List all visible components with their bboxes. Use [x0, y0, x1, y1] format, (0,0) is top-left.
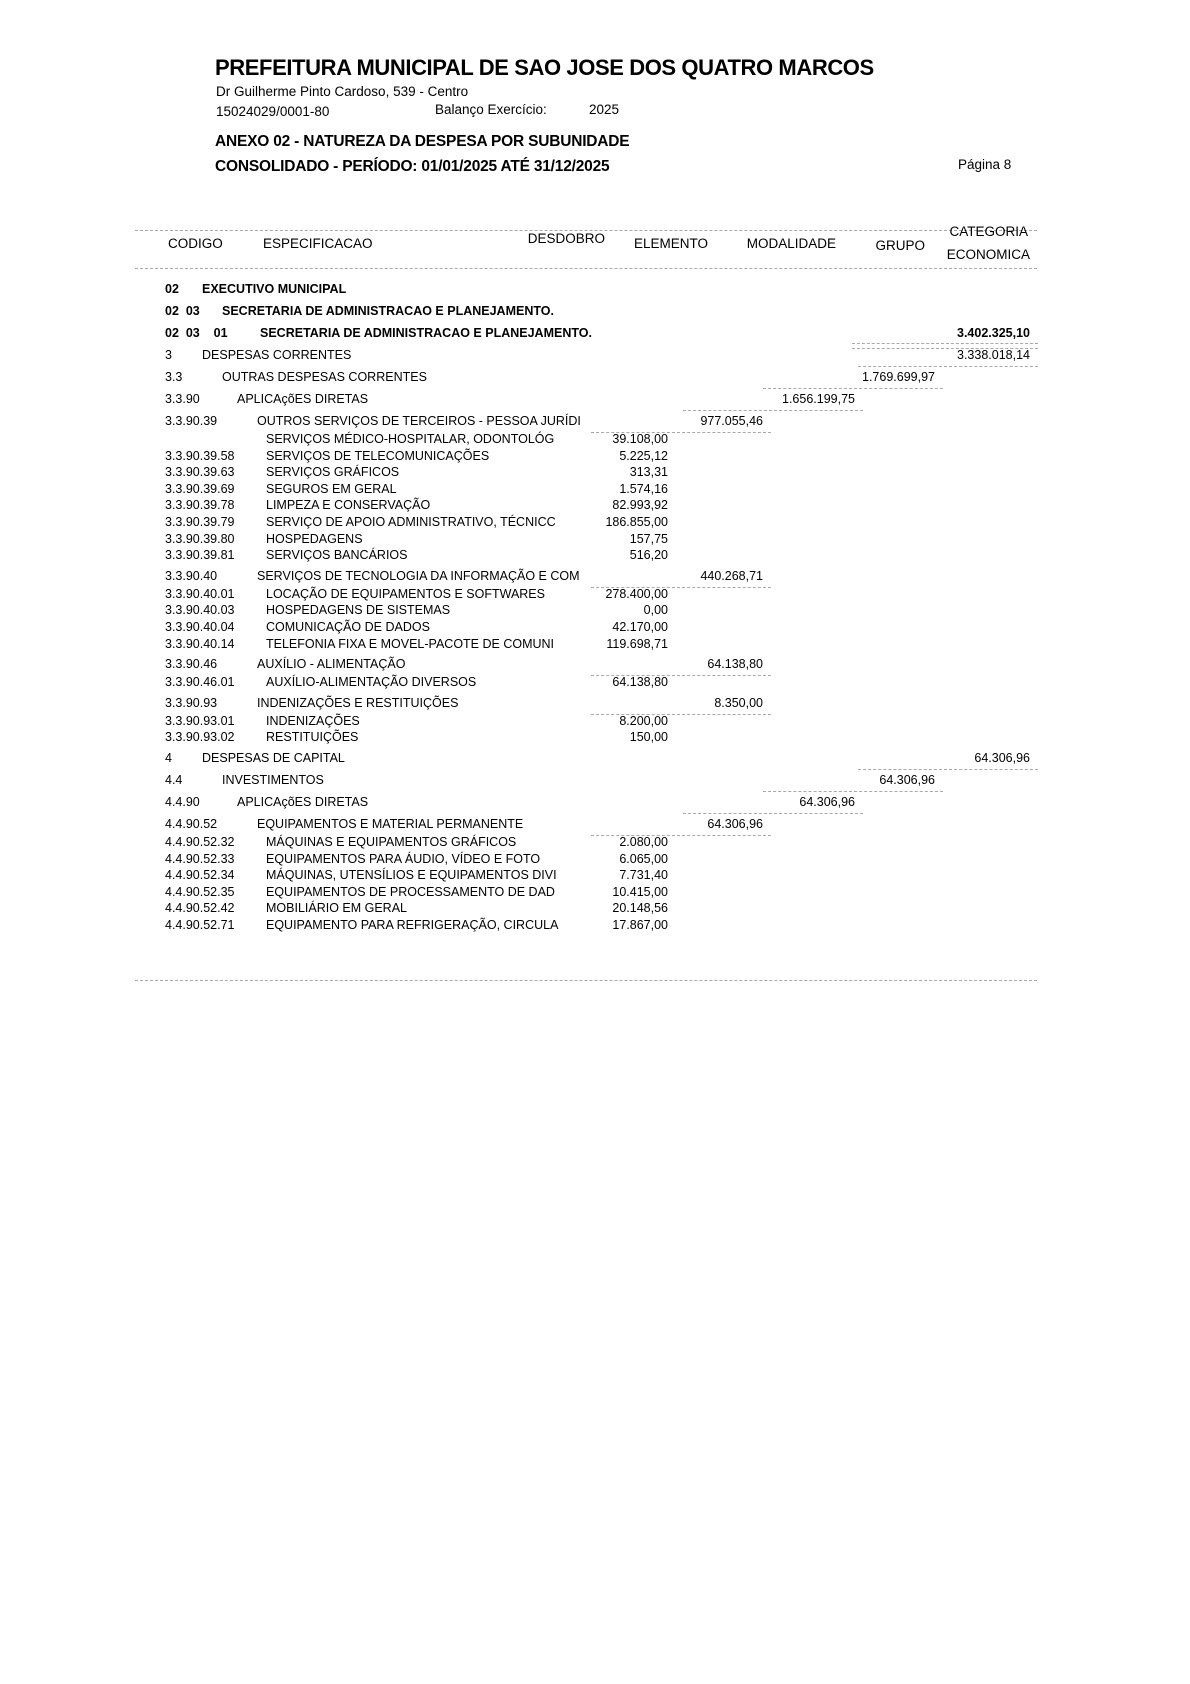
row-code: 3.3.90.39.63 — [165, 465, 235, 480]
row-specification: DESPESAS CORRENTES — [202, 348, 352, 362]
row-code: 3.3.90.93.02 — [165, 730, 235, 745]
row-code: 4 — [165, 750, 172, 765]
table-row — [0, 851, 1190, 868]
row-specification: MÁQUINAS E EQUIPAMENTOS GRÁFICOS — [266, 834, 517, 849]
row-specification: OUTROS SERVIÇOS DE TERCEIROS - PESSOA JURÍDI — [257, 414, 581, 428]
row-value-desdobro: 17.867,00 — [612, 917, 668, 932]
table-row — [0, 900, 1190, 917]
row-code: 3.3.90.93.01 — [165, 713, 235, 728]
table-row — [0, 884, 1190, 901]
table-row — [0, 547, 1190, 564]
table-row — [0, 917, 1190, 934]
row-code: 4.4.90 — [165, 794, 200, 809]
row-code: 4.4.90.52.42 — [165, 901, 235, 916]
row-value-elemento: 977.055,46 — [700, 414, 763, 428]
row-specification: AUXÍLIO - ALIMENTAÇÃO — [257, 657, 406, 672]
column-header-elemento: ELEMENTO — [633, 236, 708, 251]
row-specification: LIMPEZA E CONSERVAÇÃO — [266, 498, 431, 513]
row-value-desdobro: 8.200,00 — [619, 713, 668, 728]
row-value-desdobro: 313,31 — [629, 465, 668, 480]
row-specification: SECRETARIA DE ADMINISTRACAO E PLANEJAMENTO. — [260, 326, 592, 340]
table-row — [0, 387, 1190, 409]
row-code: 3.3.90.39 — [165, 414, 218, 428]
row-specification: INDENIZAÇÕES E RESTITUIÇÕES — [257, 695, 459, 710]
column-header-grupo: GRUPO — [875, 238, 925, 253]
row-specification: INVESTIMENTOS — [222, 772, 324, 787]
table-row — [0, 343, 1190, 365]
row-value-elemento: 440.268,71 — [700, 568, 763, 583]
row-specification: EQUIPAMENTOS DE PROCESSAMENTO DE DAD — [266, 884, 555, 899]
table-row — [0, 746, 1190, 768]
row-specification: TELEFONIA FIXA E MOVEL-PACOTE DE COMUNI — [266, 636, 555, 651]
table-row — [0, 464, 1190, 481]
row-value-modalidade: 64.306,96 — [799, 794, 855, 809]
row-code: 3.3.90.40 — [165, 568, 218, 583]
column-header-categoria-economica-line2: ECONOMICA — [946, 247, 1030, 262]
table-bottom-rule — [135, 980, 1037, 981]
row-value-desdobro: 278.400,00 — [605, 586, 668, 601]
row-code: 02 03 — [165, 304, 200, 318]
table-row — [0, 674, 1190, 691]
column-header-codigo: CODIGO — [168, 236, 223, 251]
table-row — [0, 365, 1190, 387]
annex-title: ANEXO 02 - NATUREZA DA DESPESA POR SUBUNIDADE — [215, 133, 630, 150]
row-specification: EQUIPAMENTOS PARA ÁUDIO, VÍDEO E FOTO — [266, 851, 541, 866]
row-value-grupo: 1.769.699,97 — [862, 370, 935, 384]
row-specification: SERVIÇOS BANCÁRIOS — [266, 548, 408, 563]
row-specification: RESTITUIÇÕES — [266, 730, 359, 745]
row-specification: HOSPEDAGENS DE SISTEMAS — [266, 603, 451, 618]
table-row — [0, 691, 1190, 713]
entity-address: Dr Guilherme Pinto Cardoso, 539 - Centro — [216, 84, 469, 99]
row-specification: APLICAçõES DIRETAS — [237, 794, 369, 809]
page-title: PREFEITURA MUNICIPAL DE SAO JOSE DOS QUATRO MARCOS — [215, 55, 874, 80]
row-specification: EQUIPAMENTOS E MATERIAL PERMANENTE — [257, 816, 524, 831]
table-row — [0, 448, 1190, 465]
column-header-modalidade: MODALIDADE — [746, 236, 836, 251]
balance-exercise-year: 2025 — [589, 102, 620, 117]
column-header-categoria-economica-line1: CATEGORIA — [949, 224, 1028, 239]
table-header-bottom-rule — [135, 268, 1037, 269]
table-row — [0, 812, 1190, 834]
row-code: 3.3.90.40.04 — [165, 619, 235, 634]
table-row — [0, 619, 1190, 636]
table-row — [0, 409, 1190, 431]
row-value-desdobro: 0,00 — [643, 603, 668, 618]
row-specification: INDENIZAÇÕES — [266, 713, 360, 728]
row-code: 3.3.90.40.14 — [165, 636, 235, 651]
row-specification: SERVIÇOS DE TECNOLOGIA DA INFORMAÇÃO E COM — [257, 568, 580, 583]
row-specification: SECRETARIA DE ADMINISTRACAO E PLANEJAMENTO. — [222, 304, 554, 318]
row-value-desdobro: 10.415,00 — [612, 884, 668, 899]
row-value-desdobro: 20.148,56 — [612, 901, 668, 916]
row-value-elemento: 8.350,00 — [714, 695, 763, 710]
page-number: Página 8 — [958, 157, 1012, 172]
row-value-desdobro: 186.855,00 — [605, 514, 668, 529]
table-row — [0, 586, 1190, 603]
row-value-elemento: 64.306,96 — [707, 816, 763, 831]
row-code: 3.3.90.39.79 — [165, 514, 235, 529]
row-specification: SERVIÇO DE APOIO ADMINISTRATIVO, TÉCNICC — [266, 514, 556, 529]
row-value-desdobro: 82.993,92 — [612, 498, 668, 513]
row-code: 3.3.90.46.01 — [165, 675, 235, 690]
row-code: 3 — [165, 348, 172, 362]
row-specification: MOBILIÁRIO EM GERAL — [266, 901, 408, 916]
table-row — [0, 636, 1190, 653]
table-row — [0, 299, 1190, 321]
table-row — [0, 564, 1190, 586]
row-value-desdobro: 2.080,00 — [619, 834, 668, 849]
table-row — [0, 497, 1190, 514]
row-specification: LOCAÇÃO DE EQUIPAMENTOS E SOFTWARES — [266, 586, 545, 601]
table-row — [0, 481, 1190, 498]
table-row — [0, 729, 1190, 746]
row-value-desdobro: 1.574,16 — [619, 481, 668, 496]
row-value-desdobro: 7.731,40 — [619, 868, 668, 883]
table-row — [0, 277, 1190, 299]
row-code: 3.3.90.40.03 — [165, 603, 235, 618]
row-code: 3.3.90.39.81 — [165, 548, 235, 563]
row-value-desdobro: 39.108,00 — [612, 432, 668, 446]
row-specification: HOSPEDAGENS — [266, 531, 363, 546]
row-code: 4.4.90.52.33 — [165, 851, 235, 866]
table-row — [0, 652, 1190, 674]
row-code: 3.3.90.46 — [165, 657, 218, 672]
row-specification: SERVIÇOS DE TELECOMUNICAÇÕES — [266, 448, 490, 463]
row-specification: OUTRAS DESPESAS CORRENTES — [222, 370, 427, 384]
row-specification: SERVIÇOS MÉDICO-HOSPITALAR, ODONTOLÓG — [266, 432, 555, 446]
row-specification: SEGUROS EM GERAL — [266, 481, 397, 496]
table-row — [0, 867, 1190, 884]
row-code: 4.4.90.52.35 — [165, 884, 235, 899]
row-code: 3.3.90.40.01 — [165, 586, 235, 601]
row-code: 3.3.90 — [165, 392, 200, 406]
table-row — [0, 834, 1190, 851]
row-code: 3.3.90.39.80 — [165, 531, 235, 546]
row-value-modalidade: 1.656.199,75 — [782, 392, 855, 406]
row-value-desdobro: 119.698,71 — [606, 636, 668, 651]
row-specification: APLICAçõES DIRETAS — [237, 392, 369, 406]
row-code: 02 03 01 — [165, 326, 228, 340]
row-code: 3.3.90.39.78 — [165, 498, 235, 513]
row-code: 4.4.90.52 — [165, 816, 218, 831]
row-specification: COMUNICAÇÃO DE DADOS — [266, 619, 430, 634]
row-value-desdobro: 150,00 — [629, 730, 668, 745]
balance-exercise-label: Balanço Exercício: — [435, 102, 547, 117]
annex-subtitle: CONSOLIDADO - PERÍODO: 01/01/2025 ATÉ 31/12/2025 — [215, 158, 610, 175]
row-code: 02 — [165, 282, 179, 296]
row-code: 4.4.90.52.32 — [165, 834, 235, 849]
column-header-especificacao: ESPECIFICACAO — [263, 236, 373, 251]
table-row — [0, 531, 1190, 548]
row-specification: SERVIÇOS GRÁFICOS — [266, 465, 400, 480]
row-code: 3.3.90.39.58 — [165, 448, 235, 463]
row-value-desdobro: 42.170,00 — [612, 619, 668, 634]
table-row — [0, 713, 1190, 730]
row-value-desdobro: 5.225,12 — [619, 448, 668, 463]
row-value-desdobro: 6.065,00 — [619, 851, 668, 866]
row-value-desdobro: 516,20 — [629, 548, 668, 563]
row-code: 4.4.90.52.71 — [165, 917, 235, 932]
row-code: 3.3.90.93 — [165, 695, 218, 710]
table-row — [0, 768, 1190, 790]
table-row — [0, 790, 1190, 812]
table-row — [0, 514, 1190, 531]
row-specification: DESPESAS DE CAPITAL — [202, 750, 345, 765]
row-code: 4.4.90.52.34 — [165, 868, 235, 883]
row-value-elemento: 64.138,80 — [707, 657, 763, 672]
table-row — [0, 321, 1190, 343]
row-value-desdobro: 64.138,80 — [612, 675, 668, 690]
row-value-desdobro: 157,75 — [629, 531, 668, 546]
row-code: 4.4 — [165, 772, 183, 787]
table-row — [0, 431, 1190, 448]
row-value-categoria: 3.402.325,10 — [957, 326, 1030, 340]
column-header-desdobro: DESDOBRO — [527, 231, 605, 246]
entity-registration: 15024029/0001-80 — [216, 104, 330, 119]
row-specification: AUXÍLIO-ALIMENTAÇÃO DIVERSOS — [266, 675, 477, 690]
row-specification: EXECUTIVO MUNICIPAL — [202, 282, 347, 296]
row-code: 3.3.90.39.69 — [165, 481, 235, 496]
row-value-categoria: 64.306,96 — [974, 750, 1030, 765]
row-code: 3.3 — [165, 370, 183, 384]
row-value-grupo: 64.306,96 — [879, 772, 935, 787]
row-specification: MÁQUINAS, UTENSÍLIOS E EQUIPAMENTOS DIVI — [266, 868, 557, 883]
row-value-categoria: 3.338.018,14 — [957, 348, 1030, 362]
table-body — [0, 277, 1190, 933]
row-specification: EQUIPAMENTO PARA REFRIGERAÇÃO, CIRCULA — [266, 917, 559, 932]
table-row — [0, 602, 1190, 619]
